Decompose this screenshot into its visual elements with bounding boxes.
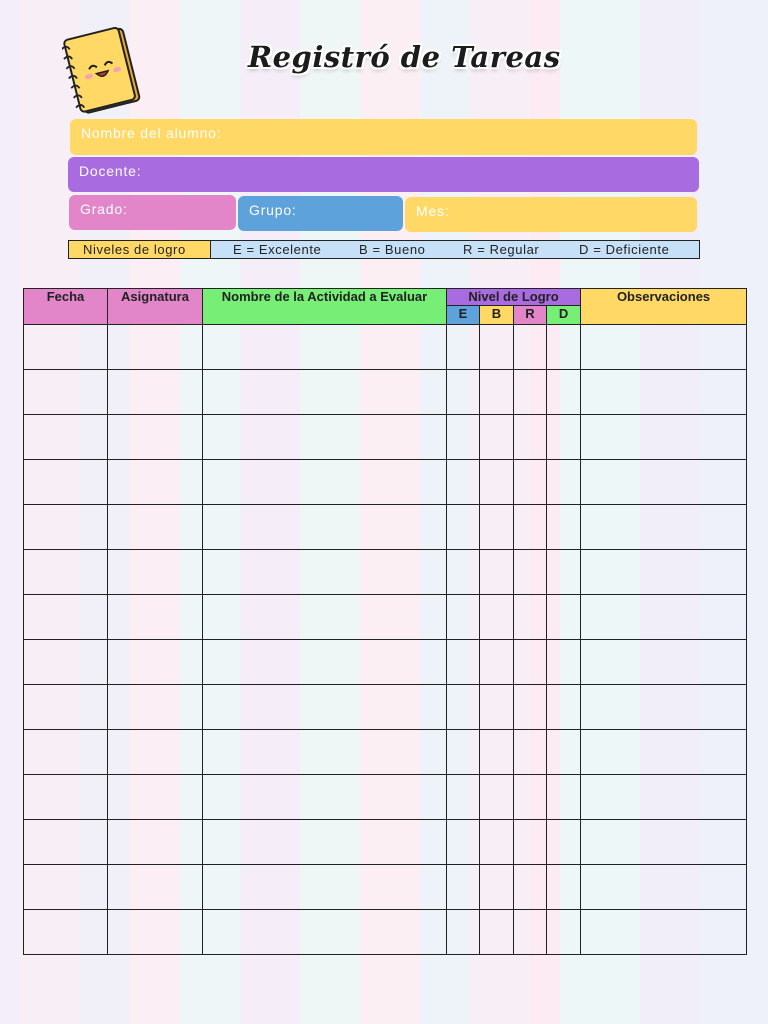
cell-d[interactable] (547, 325, 581, 370)
cell-e[interactable] (447, 685, 480, 730)
cell-b[interactable] (480, 865, 514, 910)
level-bueno: B = Bueno (359, 242, 426, 257)
table-row (24, 685, 747, 730)
cell-d[interactable] (547, 505, 581, 550)
cell-fecha[interactable] (24, 505, 108, 550)
cell-asignatura[interactable] (108, 685, 203, 730)
cell-observaciones[interactable] (581, 865, 747, 910)
cell-asignatura[interactable] (108, 730, 203, 775)
cell-r[interactable] (514, 415, 547, 460)
cell-e[interactable] (447, 865, 480, 910)
table-row (24, 370, 747, 415)
cell-observaciones[interactable] (581, 550, 747, 595)
header-observaciones: Observaciones (581, 289, 747, 325)
cell-e[interactable] (447, 460, 480, 505)
cell-b[interactable] (480, 460, 514, 505)
cell-b[interactable] (480, 595, 514, 640)
header-nivel-de-logro: Nivel de Logro (447, 289, 581, 306)
cell-d[interactable] (547, 775, 581, 820)
cell-fecha[interactable] (24, 865, 108, 910)
achievement-levels-legend (68, 240, 700, 259)
cell-observaciones[interactable] (581, 775, 747, 820)
cell-actividad[interactable] (203, 505, 447, 550)
cell-d[interactable] (547, 730, 581, 775)
cell-r[interactable] (514, 685, 547, 730)
cell-fecha[interactable] (24, 370, 108, 415)
cell-e[interactable] (447, 820, 480, 865)
cell-actividad[interactable] (203, 820, 447, 865)
cell-b[interactable] (480, 550, 514, 595)
month-field[interactable]: Mes: (405, 197, 697, 232)
cell-b[interactable] (480, 640, 514, 685)
cell-fecha[interactable] (24, 325, 108, 370)
cell-asignatura[interactable] (108, 910, 203, 955)
cell-b[interactable] (480, 370, 514, 415)
cell-e[interactable] (447, 730, 480, 775)
cell-actividad[interactable] (203, 325, 447, 370)
cell-actividad[interactable] (203, 730, 447, 775)
cell-fecha[interactable] (24, 550, 108, 595)
cell-r[interactable] (514, 910, 547, 955)
cell-r[interactable] (514, 730, 547, 775)
cell-d[interactable] (547, 685, 581, 730)
subheader-e: E (447, 306, 480, 325)
cell-r[interactable] (514, 820, 547, 865)
cell-d[interactable] (547, 415, 581, 460)
cell-asignatura[interactable] (108, 325, 203, 370)
cell-b[interactable] (480, 415, 514, 460)
cell-actividad[interactable] (203, 685, 447, 730)
cell-asignatura[interactable] (108, 460, 203, 505)
cell-r[interactable] (514, 370, 547, 415)
level-deficiente: D = Deficiente (579, 242, 670, 257)
cell-fecha[interactable] (24, 460, 108, 505)
cell-fecha[interactable] (24, 910, 108, 955)
level-regular: R = Regular (463, 242, 540, 257)
header-asignatura: Asignatura (108, 289, 203, 325)
header-actividad: Nombre de la Actividad a Evaluar (203, 289, 447, 325)
table-row (24, 550, 747, 595)
cell-observaciones[interactable] (581, 460, 747, 505)
table-row (24, 640, 747, 685)
grade-field[interactable]: Grado: (69, 195, 236, 230)
cell-actividad[interactable] (203, 910, 447, 955)
cell-actividad[interactable] (203, 415, 447, 460)
cell-e[interactable] (447, 910, 480, 955)
cell-observaciones[interactable] (581, 415, 747, 460)
subheader-b: B (480, 306, 514, 325)
cell-b[interactable] (480, 505, 514, 550)
table-row (24, 820, 747, 865)
cell-d[interactable] (547, 640, 581, 685)
cell-asignatura[interactable] (108, 775, 203, 820)
cell-fecha[interactable] (24, 730, 108, 775)
cell-e[interactable] (447, 415, 480, 460)
cell-b[interactable] (480, 685, 514, 730)
cell-r[interactable] (514, 865, 547, 910)
cell-actividad[interactable] (203, 370, 447, 415)
cell-r[interactable] (514, 325, 547, 370)
cell-e[interactable] (447, 595, 480, 640)
table-row (24, 865, 747, 910)
cell-e[interactable] (447, 640, 480, 685)
subheader-d: D (547, 306, 581, 325)
cell-r[interactable] (514, 595, 547, 640)
table-row (24, 460, 747, 505)
cell-e[interactable] (447, 550, 480, 595)
page-title: Registró de Tareas (248, 40, 561, 74)
table-row (24, 325, 747, 370)
cell-observaciones[interactable] (581, 730, 747, 775)
cell-asignatura[interactable] (108, 550, 203, 595)
table-row (24, 505, 747, 550)
header-fecha: Fecha (24, 289, 108, 325)
cell-observaciones[interactable] (581, 595, 747, 640)
cell-d[interactable] (547, 550, 581, 595)
level-excelente: E = Excelente (233, 242, 322, 257)
table-row (24, 775, 747, 820)
cell-actividad[interactable] (203, 550, 447, 595)
cell-fecha[interactable] (24, 640, 108, 685)
cell-d[interactable] (547, 370, 581, 415)
cell-r[interactable] (514, 505, 547, 550)
table-row (24, 595, 747, 640)
levels-label: Niveles de logro (69, 241, 211, 258)
table-row (24, 910, 747, 955)
cell-observaciones[interactable] (581, 685, 747, 730)
cell-r[interactable] (514, 640, 547, 685)
cell-asignatura[interactable] (108, 865, 203, 910)
cell-actividad[interactable] (203, 775, 447, 820)
cell-e[interactable] (447, 325, 480, 370)
cell-e[interactable] (447, 775, 480, 820)
cell-asignatura[interactable] (108, 595, 203, 640)
cell-fecha[interactable] (24, 595, 108, 640)
cell-r[interactable] (514, 775, 547, 820)
cell-d[interactable] (547, 460, 581, 505)
student-name-field[interactable]: Nombre del alumno: (70, 119, 697, 155)
cell-observaciones[interactable] (581, 325, 747, 370)
cell-actividad[interactable] (203, 865, 447, 910)
cell-observaciones[interactable] (581, 370, 747, 415)
cell-observaciones[interactable] (581, 505, 747, 550)
teacher-field[interactable]: Docente: (68, 157, 699, 192)
cell-actividad[interactable] (203, 640, 447, 685)
task-log-table (23, 288, 747, 955)
cell-fecha[interactable] (24, 415, 108, 460)
cell-e[interactable] (447, 505, 480, 550)
cell-b[interactable] (480, 325, 514, 370)
subheader-r: R (514, 306, 547, 325)
cell-observaciones[interactable] (581, 640, 747, 685)
group-field[interactable]: Grupo: (238, 196, 403, 231)
cell-asignatura[interactable] (108, 370, 203, 415)
cell-r[interactable] (514, 460, 547, 505)
cell-asignatura[interactable] (108, 505, 203, 550)
cell-asignatura[interactable] (108, 820, 203, 865)
cell-asignatura[interactable] (108, 640, 203, 685)
cell-d[interactable] (547, 595, 581, 640)
cell-fecha[interactable] (24, 685, 108, 730)
cell-d[interactable] (547, 820, 581, 865)
cell-actividad[interactable] (203, 460, 447, 505)
smiling-notebook-icon (62, 24, 144, 118)
cell-fecha[interactable] (24, 775, 108, 820)
cell-e[interactable] (447, 370, 480, 415)
cell-asignatura[interactable] (108, 415, 203, 460)
cell-b[interactable] (480, 775, 514, 820)
cell-r[interactable] (514, 550, 547, 595)
cell-b[interactable] (480, 820, 514, 865)
cell-actividad[interactable] (203, 595, 447, 640)
cell-d[interactable] (547, 865, 581, 910)
cell-observaciones[interactable] (581, 820, 747, 865)
cell-fecha[interactable] (24, 820, 108, 865)
table-row (24, 730, 747, 775)
cell-b[interactable] (480, 910, 514, 955)
cell-d[interactable] (547, 910, 581, 955)
cell-b[interactable] (480, 730, 514, 775)
cell-observaciones[interactable] (581, 910, 747, 955)
table-row (24, 415, 747, 460)
